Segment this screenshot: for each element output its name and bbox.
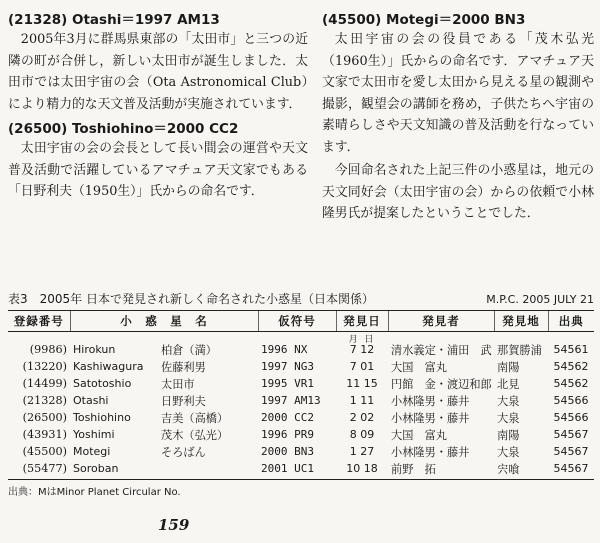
cell-ref: 54567 [553,445,589,458]
article-section-motegi [322,8,594,225]
cell-provisional: 1996 NX [261,343,308,356]
cell-name-en: Yoshimi [73,428,115,441]
cell-name-ja: 太田市 [161,377,195,391]
cell-site: 南陽 [497,360,520,374]
section-heading: (45500) Motegi＝2000 BN3 [322,12,526,28]
cell-discoverer: 小林隆男・藤井 [391,411,470,425]
cell-name-ja: そろばん [161,445,206,459]
cell-discoverer: 前野 拓 [388,460,494,480]
cell-number: (55477) [8,460,70,480]
cell-number: (14499) [22,377,67,390]
cell-provisional: 2001 UC1 [258,460,336,480]
cell-site: 那賀勝浦 [497,343,542,357]
cell-name-ja: 吉美（高橋） [161,411,229,425]
cell-number: (26500) [22,411,67,424]
table-row [8,460,594,480]
header-number: 登録番号 [8,311,70,332]
asteroid-table [8,310,594,480]
cell-ref: 54561 [553,343,589,356]
article-section-otashi [8,8,308,115]
header-date [336,311,388,345]
cell-discoverer: 小林隆男・藤井 [391,445,470,459]
cell-name-en: Toshiohino [73,411,131,424]
cell-provisional: 2000 CC2 [261,411,314,424]
cell-ref: 54566 [553,411,589,424]
asteroid-table-block [8,290,594,498]
table-row [8,409,594,426]
section-paragraph: 今回命名された上記三件の小惑星は，地元の天文同好会（太田宇宙の会）からの依頼で小林隆男氏が提案したということでした． [322,163,594,221]
article-section-toshiohino [8,117,308,203]
cell-name-en: Otashi [73,394,109,407]
cell-ref: 54562 [553,360,589,373]
cell-name-ja: 佐藤利男 [161,360,206,374]
cell-name-en: Satotoshio [73,377,132,390]
cell-date: 7 12 [349,343,375,356]
cell-date: 1 11 [349,394,375,407]
cell-ref: 54567 [548,460,594,480]
table-row [8,375,594,392]
table-caption-row [8,290,594,307]
cell-number: (21328) [22,394,67,407]
cell-discoverer: 小林隆男・藤井 [391,394,470,408]
cell-ref: 54566 [553,394,589,407]
cell-site: 大泉 [497,411,520,425]
cell-date: 2 02 [349,411,375,424]
cell-discoverer: 大国 富丸 [391,428,447,442]
cell-site: 宍喰 [494,460,548,480]
cell-provisional: 2000 BN3 [261,445,314,458]
section-paragraph: 2005年3月に群馬県東部の「太田市」と三つの近隣の町が合併し，新しい太田市が誕生しました．太田市では太田宇宙の会（Ota Astronomical Club）により精力的な天文普及活動が実施されています． [8,32,308,112]
cell-site: 南陽 [497,428,520,442]
header-date-sub: 月 日 [348,335,376,345]
cell-discoverer: 清水義定・浦田 武 [391,343,492,357]
table-header-row [8,311,594,332]
cell-number: (13220) [22,360,67,373]
header-ref: 出典 [548,311,594,332]
cell-number: (9986) [29,343,67,356]
cell-site: 大泉 [497,445,520,459]
cell-name-ja: 日野利夫 [161,394,206,408]
right-column [322,8,594,227]
table-row [8,358,594,375]
section-paragraph: 太田宇宙の会の役員である「茂木弘光（1960生）」氏からの命名です．アマチュア天文家で太田市を愛し太田から見える星の観測や撮影，観望会の講師を務め，子供たちへ宇宙の素晴らしさや天文知識の普及活動を行なっています． [322,32,594,155]
section-heading: (21328) Otashi＝1997 AM13 [8,12,220,28]
table-row [8,443,594,460]
cell-ref: 54567 [553,428,589,441]
cell-date: 10 18 [336,460,388,480]
table-footnote: 出典：MはMinor Planet Circular No. [8,487,181,498]
cell-provisional: 1995 VR1 [261,377,314,390]
cell-name-ja [158,460,258,480]
table-row [8,392,594,409]
table-source-date: M.P.C. 2005 JULY 21 [486,293,594,306]
cell-site: 大泉 [497,394,520,408]
table-caption: 表3 2005年 日本で発見され新しく命名された小惑星（日本関係） [8,292,374,306]
section-paragraph: 太田宇宙の会の会長として長い間会の運営や天文普及活動で活躍しているアマチュア天文家でもある「日野利夫（1950生）」氏からの命名です． [8,141,308,199]
cell-site: 北見 [497,377,520,391]
cell-number: (43931) [22,428,67,441]
cell-name-en: Hirokun [73,343,116,356]
cell-discoverer: 大国 富丸 [391,360,447,374]
header-site: 発見地 [494,311,548,332]
header-date-label: 発見日 [343,314,381,328]
header-discoverer: 発見者 [388,311,494,332]
section-heading: (26500) Toshiohino＝2000 CC2 [8,121,239,137]
cell-date: 7 01 [349,360,375,373]
header-provisional: 仮符号 [258,311,336,332]
cell-discoverer: 円館 金・渡辺和郎 [391,377,492,391]
cell-date: 8 09 [349,428,375,441]
cell-name-ja: 柏倉（満） [161,343,217,357]
cell-name-ja: 茂木（弘光） [161,428,229,442]
cell-date: 1 27 [349,445,375,458]
table-row [8,332,594,359]
table-row [8,426,594,443]
cell-name-en: Soroban [70,460,158,480]
left-column [8,8,308,205]
header-name: 小 惑 星 名 [70,311,258,332]
page-number: 159 [158,516,190,534]
cell-name-en: Kashiwagura [73,360,144,373]
cell-provisional: 1997 AM13 [261,394,321,407]
cell-provisional: 1996 PR9 [261,428,314,441]
cell-name-en: Motegi [73,445,111,458]
cell-number: (45500) [22,445,67,458]
cell-date: 11 15 [346,377,378,390]
cell-provisional: 1997 NG3 [261,360,314,373]
cell-ref: 54562 [553,377,589,390]
